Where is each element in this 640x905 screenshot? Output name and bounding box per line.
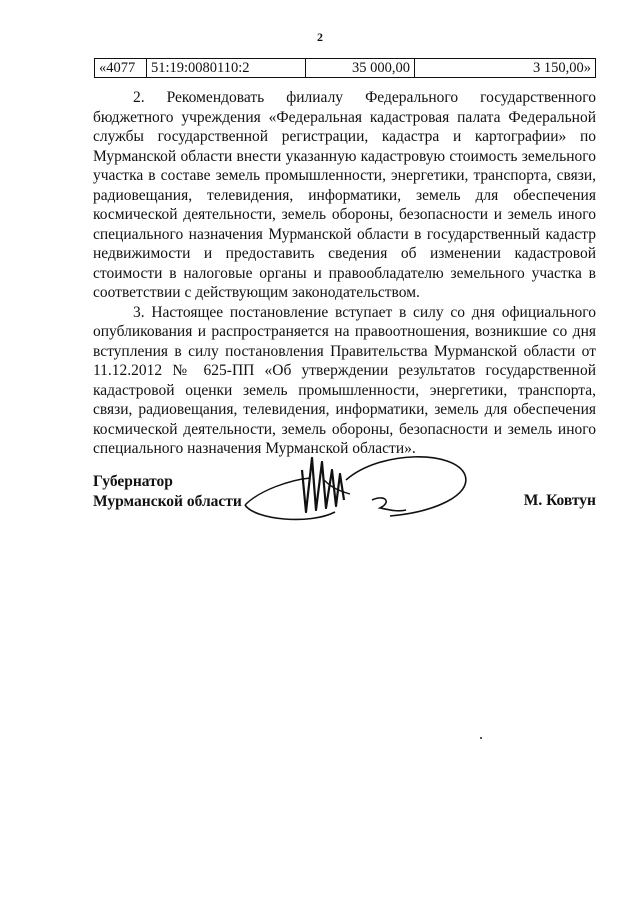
signatory-position-line-2: Мурманской области [93,492,242,510]
document-body [93,88,596,459]
cadastral-value-table [94,58,596,78]
signatory-position-line-1: Губернатор [93,473,173,490]
table-cell: 51:19:0080110:2 [147,59,306,78]
page-number: 2 [317,30,323,44]
handwritten-signature [240,450,500,530]
table-cell: 3 150,00» [415,59,596,78]
paragraph-3: 3. Настоящее постановление вступает в силу со дня официального опубликования и распространяется на правоотношения, возникшие со дня вступления в силу постановления Правительства Мурманской области от 11.12.2012 № 625-ПП «Об утверждении результатов государственной кадастровой оценки земель промышленности, энергетики, транспорта, связи, радиовещания, телевидения, информатики, земель для обеспечения космической деятельности, земель обороны, безопасности и земель иного специального назначения Мурманской области». [93,303,596,457]
table-row [95,59,596,78]
table-cell: 35 000,00 [306,59,415,78]
signatory-position [93,472,242,511]
table-body [95,59,596,78]
signatory-name: М. Ковтун [523,492,596,509]
scan-speck [480,737,482,739]
table-cell: «4077 [95,59,147,78]
paragraph-2: 2. Рекомендовать филиалу Федерального государственного бюджетного учреждения «Федеральная кадастровая палата Федеральной службы государственной регистрации, кадастра и картографии» по Мурманской области внести указанную кадастровую стоимость земельного участка в составе земель промышленности, энергетики, транспорта, связи, радиовещания, телевидения, информатики, земель для обеспечения космической деятельности, земель обороны, безопасности и земель иного специального назначения Мурманской области в государственный кадастр недвижимости и предоставить сведения об изменении кадастровой стоимости в налоговые органы и правообладателю земельного участка в соответствии с действующим законодательством. [93,89,596,301]
